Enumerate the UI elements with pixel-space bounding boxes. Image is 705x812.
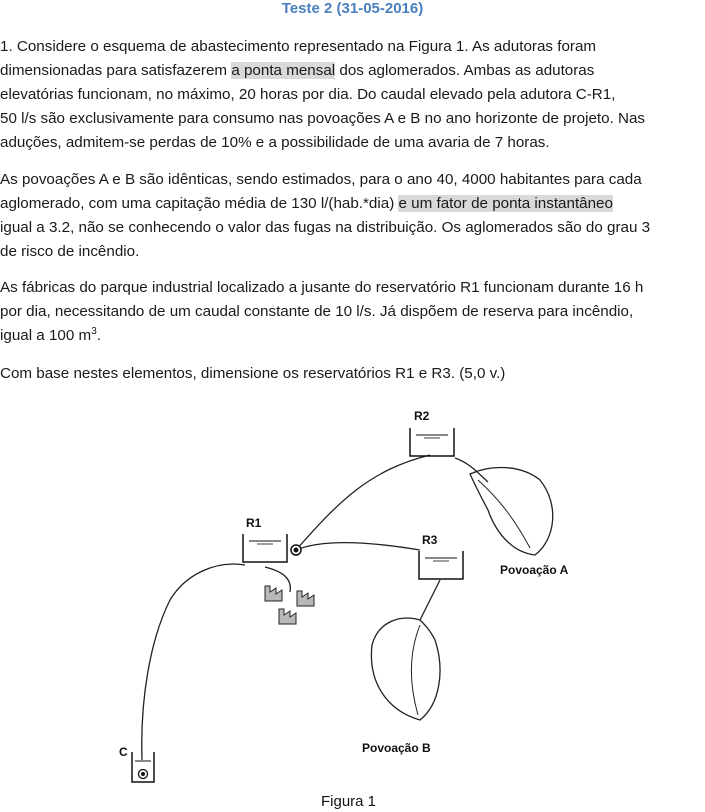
- pipe-r1-r2: [296, 455, 430, 550]
- label-r1: R1: [246, 516, 262, 530]
- text-segment: aglomerado, com uma capitação média de 130 l/(hab.*dia): [0, 195, 399, 212]
- paragraph-3: [0, 276, 705, 348]
- label-c: C: [119, 745, 128, 759]
- pipe-c-r1: [142, 564, 245, 760]
- label-povoacao-b: Povoação B: [362, 741, 431, 755]
- highlighted-text-ponta-mensal: a ponta mensal: [231, 62, 336, 79]
- pump-icon: [291, 545, 301, 555]
- paragraph-2-line-1: As povoações A e B são idênticas, sendo estimados, para o ano 40, 4000 habitantes para cada: [0, 171, 642, 188]
- figure-1-diagram: [0, 400, 705, 812]
- text-segment: igual a 100 m: [0, 327, 92, 344]
- paragraph-1-line-5: aduções, admitem-se perdas de 10% e a possibilidade de uma avaria de 7 horas.: [0, 134, 550, 151]
- paragraph-4-line-1: Com base nestes elementos, dimensione os reservatórios R1 e R3. (5,0 v.): [0, 365, 506, 382]
- paragraph-1-line-3: elevatórias funcionam, no máximo, 20 horas por dia. Do caudal elevado pela adutora C-R1,: [0, 86, 616, 103]
- pump-c-icon: [139, 770, 148, 779]
- label-r3: R3: [422, 533, 438, 547]
- text-segment: dos aglomerados. Ambas as adutoras: [335, 62, 595, 79]
- paragraph-1-line-2: [0, 59, 705, 83]
- text-segment: dimensionadas para satisfazerem: [0, 62, 232, 79]
- superscript-3: 3: [91, 325, 97, 337]
- label-r2: R2: [414, 409, 430, 423]
- reservoir-r1: [243, 534, 287, 562]
- document-title: Teste 2 (31-05-2016): [281, 0, 424, 17]
- paragraph-3-line-1: As fábricas do parque industrial localizado a jusante do reservatório R1 funcionam durante 16 h: [0, 279, 644, 296]
- factory-icon: [265, 586, 282, 601]
- paragraph-3-line-3: [0, 324, 705, 348]
- paragraph-1-line-1: 1. Considere o esquema de abastecimento representado na Figura 1. As adutoras foram: [0, 38, 597, 55]
- factory-icon: [279, 609, 296, 624]
- paragraph-2-line-4: de risco de incêndio.: [0, 243, 140, 260]
- pipe-to-r3: [296, 543, 420, 551]
- paragraph-2-line-3: igual a 3.2, não se conhecendo o valor das fugas na distribuição. Os aglomerados são do grau 3: [0, 219, 651, 236]
- paragraph-1-line-4: 50 l/s são exclusivamente para consumo nas povoações A e B no ano horizonte de projeto. Nas: [0, 110, 646, 127]
- povoacao-a-area: [470, 468, 553, 555]
- label-povoacao-a: Povoação A: [500, 563, 569, 577]
- paragraph-2-line-2: [0, 192, 705, 216]
- paragraph-3-line-2: por dia, necessitando de um caudal constante de 10 l/s. Já dispõem de reserva para incêndio,: [0, 303, 634, 320]
- figure-caption: Figura 1: [321, 793, 377, 810]
- povoacao-b-area: [371, 618, 440, 720]
- pipe-r3-povoacao-b: [420, 580, 440, 620]
- reservoir-r2: [410, 428, 454, 456]
- highlighted-text-fator-ponta: e um fator de ponta instantâneo: [398, 195, 613, 212]
- text-segment: .: [96, 327, 101, 344]
- reservoir-r3: [419, 551, 463, 579]
- factory-icon: [297, 591, 314, 606]
- paragraph-2: [0, 168, 705, 264]
- paragraph-1: [0, 35, 705, 155]
- paragraph-4: [0, 362, 705, 386]
